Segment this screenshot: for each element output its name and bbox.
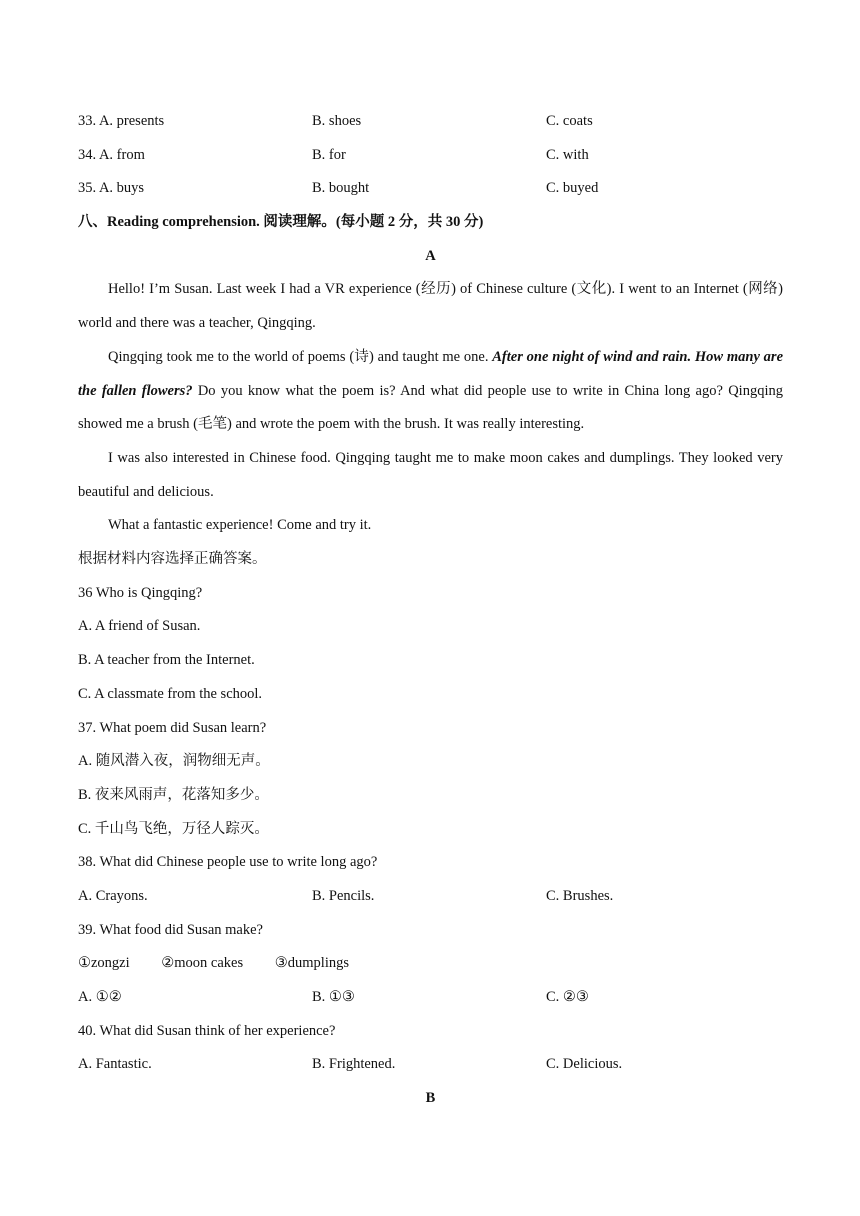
poem-translation: After one night of wind and rain. How many are the fallen flowers? bbox=[78, 348, 784, 399]
instruction: 根据材料内容选择正确答案。 bbox=[78, 551, 267, 568]
q39-stem: 39. What food did Susan make? bbox=[78, 921, 263, 938]
q33-option-c: C. coats bbox=[546, 113, 593, 129]
passage-a-paragraph-4: What a fantastic experience! Come and try it. bbox=[108, 517, 372, 534]
question-35 bbox=[78, 172, 783, 206]
q39-food-3: ③dumplings bbox=[274, 955, 349, 972]
p2-text-before: Qingqing took me to the world of poems (诗) and taught me one. bbox=[108, 348, 493, 365]
q38-option-b: B. Pencils. bbox=[312, 887, 375, 904]
q36-option-c: C. A classmate from the school. bbox=[78, 685, 263, 702]
q39-food-list bbox=[78, 947, 783, 981]
q40-option-a: A. Fantastic. bbox=[78, 1056, 152, 1073]
q34-option-b: B. for bbox=[312, 146, 346, 163]
q40-options bbox=[78, 1048, 783, 1082]
q38-stem: 38. What did Chinese people use to write long ago? bbox=[78, 854, 378, 871]
q35-option-a: 35. A. buys bbox=[78, 180, 145, 197]
p2-text-after: Do you know what the poem is? And what did people use to write in China long ago? Qingqing showed me a brush (毛笔) and wrote the poem with the brush. It was really interesting. bbox=[78, 382, 783, 433]
q39-food-1: ①zongzi bbox=[78, 955, 130, 972]
q37-option-b: B. 夜来风雨声，花落知多少。 bbox=[78, 786, 269, 803]
q35-option-c: C. buyed bbox=[546, 180, 599, 197]
q34-option-a: 34. A. from bbox=[78, 146, 145, 163]
passage-a-paragraph-3: I was also interested in Chinese food. Qingqing taught me to make moon cakes and dumplings. They looked very beautiful and delicious. bbox=[78, 449, 783, 500]
q33-option-a: 33. A. presents bbox=[78, 113, 165, 129]
q34-option-c: C. with bbox=[546, 146, 589, 163]
q38-option-c: C. Brushes. bbox=[546, 887, 614, 904]
question-34 bbox=[78, 139, 783, 173]
passage-a-label: A bbox=[425, 247, 436, 264]
passage-a-paragraph-1: Hello! I’m Susan. Last week I had a VR experience (经历) of Chinese culture (文化). I went to an Internet (网络) world and there was a teacher, Qingqing. bbox=[78, 281, 783, 332]
q37-option-a: A. 随风潜入夜，润物细无声。 bbox=[78, 753, 270, 770]
q39-option-a: A. ①② bbox=[78, 989, 122, 1005]
q36-stem: 36 Who is Qingqing? bbox=[78, 584, 203, 601]
q40-stem: 40. What did Susan think of her experience? bbox=[78, 1022, 336, 1039]
q33-option-b: B. shoes bbox=[312, 113, 362, 129]
q40-option-c: C. Delicious. bbox=[546, 1056, 623, 1073]
q36-option-b: B. A teacher from the Internet. bbox=[78, 652, 255, 669]
q38-option-a: A. Crayons. bbox=[78, 887, 148, 904]
passage-b-label: B bbox=[425, 1090, 436, 1107]
q35-option-b: B. bought bbox=[312, 180, 370, 197]
q40-option-b: B. Frightened. bbox=[312, 1056, 396, 1073]
q39-option-b: B. ①③ bbox=[312, 989, 355, 1005]
section-8-title: 八、Reading comprehension. 阅读理解。(每小题 2 分，共 30 分) bbox=[78, 214, 484, 231]
q37-option-c: C. 千山鸟飞绝，万径人踪灭。 bbox=[78, 820, 269, 837]
passage-a-paragraph-2 bbox=[78, 341, 783, 442]
q39-options bbox=[78, 981, 783, 1015]
q37-stem: 37. What poem did Susan learn? bbox=[78, 719, 267, 736]
q38-options bbox=[78, 880, 783, 914]
q39-food-2: ②moon cakes bbox=[161, 955, 244, 972]
q39-option-c: C. ②③ bbox=[546, 989, 589, 1005]
q36-option-a: A. A friend of Susan. bbox=[78, 618, 201, 635]
question-33 bbox=[78, 105, 783, 139]
exam-page bbox=[78, 105, 783, 1116]
